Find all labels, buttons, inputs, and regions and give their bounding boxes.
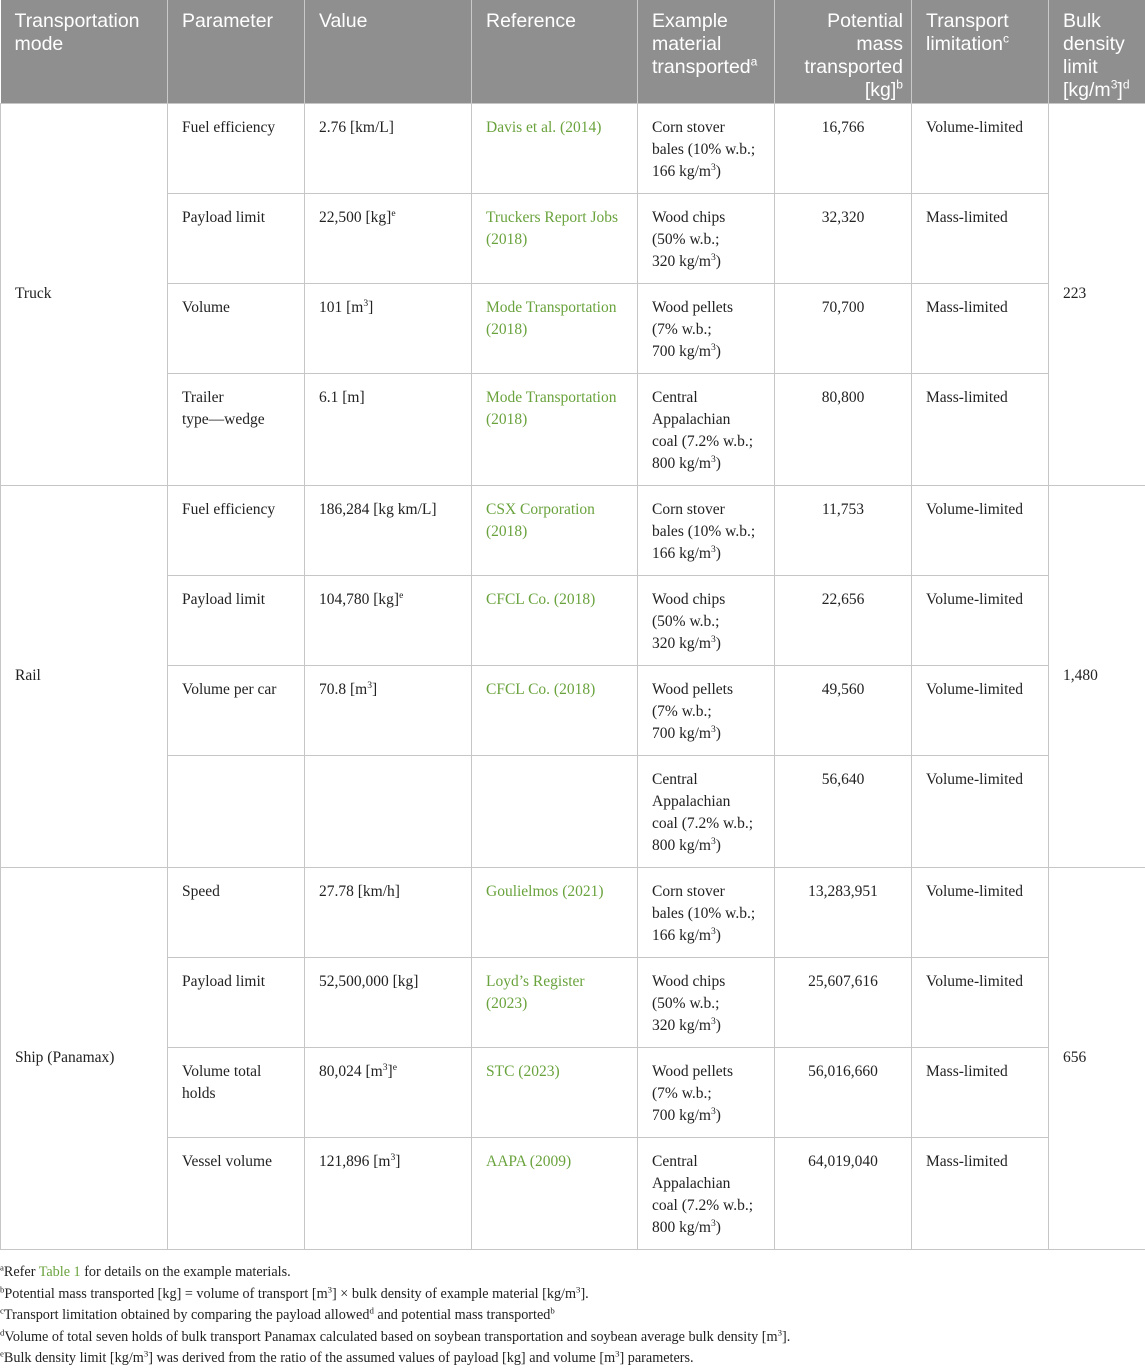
reference-link[interactable]: CFCL Co. (2018) bbox=[486, 591, 595, 608]
limitation-cell: Mass-limited bbox=[912, 283, 1049, 373]
limitation-cell: Mass-limited bbox=[912, 193, 1049, 283]
header-transportation-mode: Transportation mode bbox=[1, 0, 168, 103]
bulk-density-cell-truck: 223 bbox=[1049, 103, 1145, 485]
limitation-cell: Volume-limited bbox=[912, 755, 1049, 867]
value-cell: 80,024 $[m^3]^e$ bbox=[305, 1047, 472, 1137]
material-cell: Wood chips (50% w.b.; 320 $kg/m^3$) bbox=[638, 575, 775, 665]
reference-cell bbox=[472, 1047, 638, 1137]
reference-cell bbox=[472, 867, 638, 957]
limitation-cell: Volume-limited bbox=[912, 103, 1049, 193]
table-row bbox=[1, 1047, 1145, 1137]
mass-cell: 80,800 bbox=[775, 373, 912, 485]
reference-link[interactable]: CSX Corporation (2018) bbox=[486, 501, 595, 540]
header-reference: Reference bbox=[472, 0, 638, 103]
parameter-cell: Fuel efficiency bbox=[168, 485, 305, 575]
table-row bbox=[1, 867, 1145, 957]
mass-cell: 25,607,616 bbox=[775, 957, 912, 1047]
reference-cell bbox=[472, 103, 638, 193]
bulk-density-cell-ship: 656 bbox=[1049, 867, 1145, 1249]
value-cell: 6.1 [m] bbox=[305, 373, 472, 485]
limitation-cell: Mass-limited bbox=[912, 373, 1049, 485]
parameter-cell: Volume total holds bbox=[168, 1047, 305, 1137]
reference-cell bbox=[472, 193, 638, 283]
limitation-cell: Volume-limited bbox=[912, 575, 1049, 665]
material-cell: Wood pellets (7% w.b.; 700 $kg/m^3$) bbox=[638, 283, 775, 373]
header-potential-mass: Potential mass transported [kg]$^b$ bbox=[775, 0, 912, 103]
mass-cell: 32,320 bbox=[775, 193, 912, 283]
reference-link[interactable]: Davis et al. (2014) bbox=[486, 119, 601, 136]
mode-cell-rail: Rail bbox=[1, 485, 168, 867]
reference-cell bbox=[472, 755, 638, 867]
limitation-cell: Volume-limited bbox=[912, 867, 1049, 957]
table-row bbox=[1, 665, 1145, 755]
reference-cell bbox=[472, 485, 638, 575]
value-cell: 104,780 [kg]$^e$ bbox=[305, 575, 472, 665]
footnote-e: $^e$Bulk density limit $[kg/m^3]$ was derived from the ratio of the assumed values of payload [kg] and volume $[m^3]$ parameters. bbox=[0, 1348, 1145, 1370]
parameter-cell: Speed bbox=[168, 867, 305, 957]
footnote-b: $^b$Potential mass transported [kg] = volume of transport $[m^3]$ × bulk density of example material $[kg/m^3]$. bbox=[0, 1284, 1145, 1306]
reference-link[interactable]: Goulielmos (2021) bbox=[486, 883, 604, 900]
table-1-link[interactable]: Table 1 bbox=[39, 1264, 81, 1280]
table-row bbox=[1, 485, 1145, 575]
reference-cell bbox=[472, 575, 638, 665]
mass-cell: 56,640 bbox=[775, 755, 912, 867]
reference-cell bbox=[472, 283, 638, 373]
limitation-cell: Volume-limited bbox=[912, 665, 1049, 755]
limitation-cell: Mass-limited bbox=[912, 1047, 1049, 1137]
table-row bbox=[1, 193, 1145, 283]
header-transport-limitation: Transport limitation$^c$ bbox=[912, 0, 1049, 103]
header-parameter: Parameter bbox=[168, 0, 305, 103]
limitation-cell: Mass-limited bbox=[912, 1137, 1049, 1249]
reference-link[interactable]: Mode Transportation (2018) bbox=[486, 299, 616, 338]
mass-cell: 70,700 bbox=[775, 283, 912, 373]
mode-cell-truck: Truck bbox=[1, 103, 168, 485]
table-row bbox=[1, 755, 1145, 867]
material-cell: Wood chips (50% w.b.; 320 $kg/m^3$) bbox=[638, 957, 775, 1047]
reference-link[interactable]: STC (2023) bbox=[486, 1063, 560, 1080]
reference-cell bbox=[472, 957, 638, 1047]
material-cell: Wood chips (50% w.b.; 320 $kg/m^3$) bbox=[638, 193, 775, 283]
parameter-cell: Vessel volume bbox=[168, 1137, 305, 1249]
parameter-cell: Volume per car bbox=[168, 665, 305, 755]
limitation-cell: Volume-limited bbox=[912, 957, 1049, 1047]
footnote-d: $^d$Volume of total seven holds of bulk transport Panamax calculated based on soybean transportation and soybean average bulk density $[m^3]$. bbox=[0, 1327, 1145, 1349]
value-cell: 70.8 $[m^3]$ bbox=[305, 665, 472, 755]
reference-link[interactable]: Truckers Report Jobs (2018) bbox=[486, 209, 618, 248]
material-cell: Corn stover bales (10% w.b.; 166 $kg/m^3$) bbox=[638, 103, 775, 193]
limitation-cell: Volume-limited bbox=[912, 485, 1049, 575]
mass-cell: 22,656 bbox=[775, 575, 912, 665]
material-cell: Central Appalachian coal (7.2% w.b.; 800 $kg/m^3$) bbox=[638, 755, 775, 867]
parameter-cell: Payload limit bbox=[168, 575, 305, 665]
table-row bbox=[1, 373, 1145, 485]
reference-link[interactable]: Loyd’s Register (2023) bbox=[486, 973, 585, 1012]
mass-cell: 49,560 bbox=[775, 665, 912, 755]
header-value: Value bbox=[305, 0, 472, 103]
reference-cell bbox=[472, 665, 638, 755]
material-cell: Wood pellets (7% w.b.; 700 $kg/m^3$) bbox=[638, 1047, 775, 1137]
reference-cell bbox=[472, 373, 638, 485]
mass-cell: 11,753 bbox=[775, 485, 912, 575]
value-cell: 121,896 $[m^3]$ bbox=[305, 1137, 472, 1249]
parameter-cell: Payload limit bbox=[168, 957, 305, 1047]
material-cell: Corn stover bales (10% w.b.; 166 $kg/m^3$) bbox=[638, 485, 775, 575]
parameter-cell: Volume bbox=[168, 283, 305, 373]
material-cell: Central Appalachian coal (7.2% w.b.; 800 $kg/m^3$) bbox=[638, 1137, 775, 1249]
value-cell: 186,284 [kg km/L] bbox=[305, 485, 472, 575]
header-example-material: Example material transported$^a$ bbox=[638, 0, 775, 103]
reference-link[interactable]: Mode Transportation (2018) bbox=[486, 389, 616, 428]
value-cell bbox=[305, 755, 472, 867]
value-cell: 22,500 [kg]$^e$ bbox=[305, 193, 472, 283]
header-bulk-density-limit: Bulk density limit $[kg/m^3]^d$ bbox=[1049, 0, 1145, 103]
material-cell: Central Appalachian coal (7.2% w.b.; 800 $kg/m^3$) bbox=[638, 373, 775, 485]
value-cell: 2.76 [km/L] bbox=[305, 103, 472, 193]
mode-cell-ship: Ship (Panamax) bbox=[1, 867, 168, 1249]
footnote-c: $^c$Transport limitation obtained by comparing the payload allowed$^d$ and potential mass transported$^b$ bbox=[0, 1305, 1145, 1327]
footnote-a: $^a$Refer Table 1 for details on the example materials. bbox=[0, 1262, 1145, 1284]
table-footnotes bbox=[0, 1262, 1145, 1370]
header-row bbox=[1, 0, 1145, 103]
value-cell: 52,500,000 [kg] bbox=[305, 957, 472, 1047]
bulk-density-cell-rail: 1,480 bbox=[1049, 485, 1145, 867]
reference-link[interactable]: CFCL Co. (2018) bbox=[486, 681, 595, 698]
table-row bbox=[1, 283, 1145, 373]
material-cell: Wood pellets (7% w.b.; 700 $kg/m^3$) bbox=[638, 665, 775, 755]
reference-cell bbox=[472, 1137, 638, 1249]
parameter-cell: Trailer type—wedge bbox=[168, 373, 305, 485]
material-cell: Corn stover bales (10% w.b.; 166 $kg/m^3$) bbox=[638, 867, 775, 957]
table-row bbox=[1, 103, 1145, 193]
table-row bbox=[1, 1137, 1145, 1249]
value-cell: 101 $[m^3]$ bbox=[305, 283, 472, 373]
table-row bbox=[1, 957, 1145, 1047]
reference-link[interactable]: AAPA (2009) bbox=[486, 1153, 571, 1170]
mass-cell: 56,016,660 bbox=[775, 1047, 912, 1137]
mass-cell: 13,283,951 bbox=[775, 867, 912, 957]
mass-cell: 64,019,040 bbox=[775, 1137, 912, 1249]
parameter-cell: Fuel efficiency bbox=[168, 103, 305, 193]
parameter-cell bbox=[168, 755, 305, 867]
mass-cell: 16,766 bbox=[775, 103, 912, 193]
table-row bbox=[1, 575, 1145, 665]
parameter-cell: Payload limit bbox=[168, 193, 305, 283]
value-cell: 27.78 [km/h] bbox=[305, 867, 472, 957]
